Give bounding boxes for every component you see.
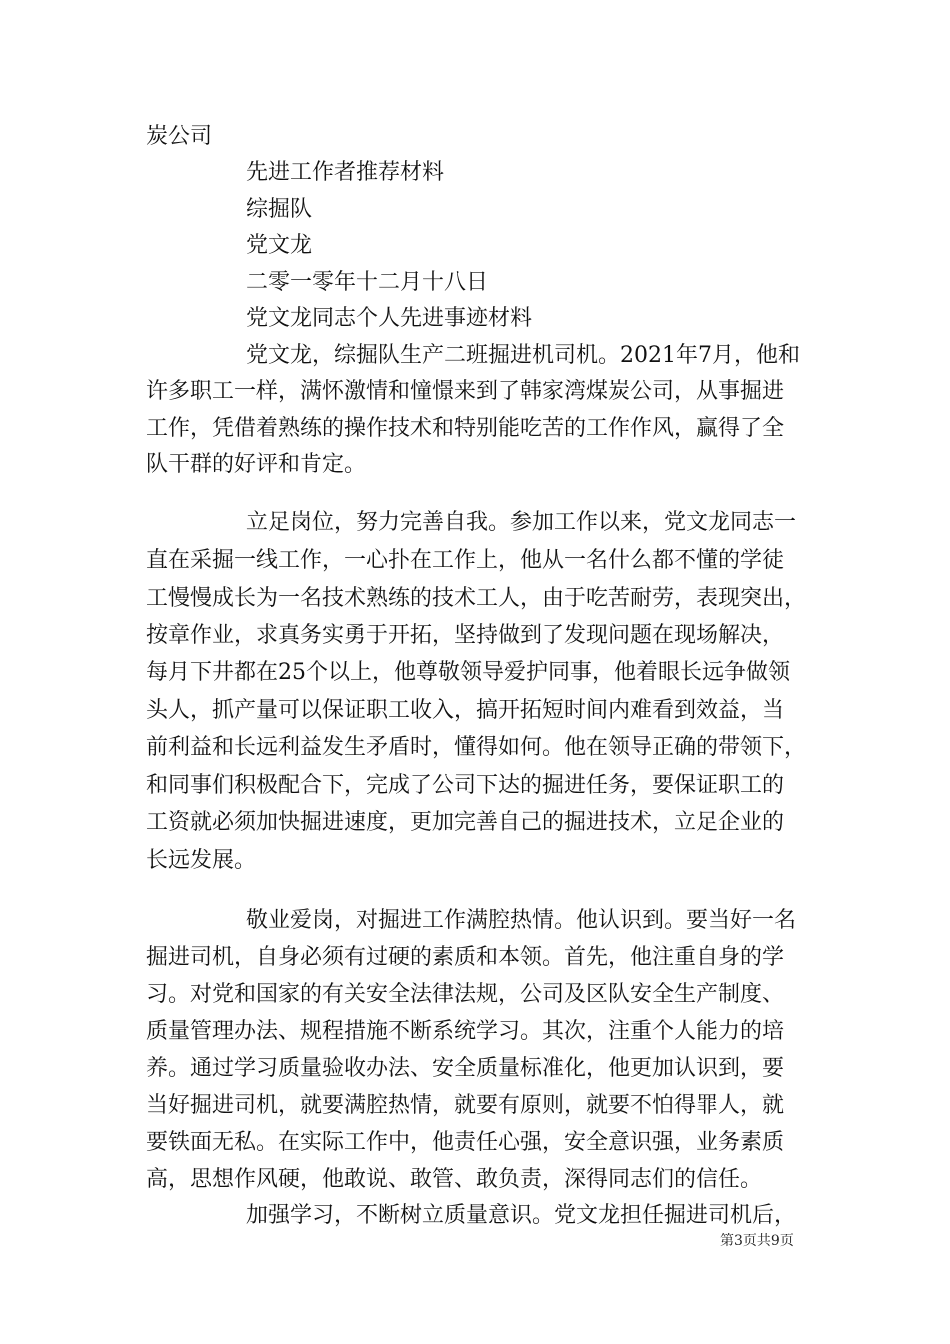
paragraph-2-line-3: 工慢慢成长为一名技术熟练的技术工人，由于吃苦耐劳，表现突出，	[146, 586, 807, 611]
paragraph-3-line-3: 习。对党和国家的有关安全法律法规，公司及区队安全生产制度、	[146, 982, 785, 1007]
paragraph-1-line-4: 队干群的好评和肯定。	[146, 452, 367, 477]
paragraph-2-line-5: 每月下井都在25个以上，他尊敬领导爱护同事，他着眼长远争做领	[146, 660, 790, 685]
paragraph-2-line-7: 前利益和长远利益发生矛盾时，懂得如何。他在领导正确的带领下，	[146, 735, 807, 760]
header-line-company: 炭公司	[146, 124, 213, 149]
header-line-title: 先进工作者推荐材料	[246, 160, 445, 185]
paragraph-2-line-1: 立足岗位，努力完善自我。参加工作以来，党文龙同志一	[246, 510, 797, 535]
paragraph-1-line-2: 许多职工一样，满怀激情和憧憬来到了韩家湾煤炭公司，从事掘进	[146, 379, 785, 404]
page-number-footer: 第3页共9页	[720, 1233, 794, 1249]
paragraph-3-line-4: 质量管理办法、规程措施不断系统学习。其次，注重个人能力的培	[146, 1019, 785, 1044]
paragraph-4-line-1: 加强学习，不断树立质量意识。党文龙担任掘进司机后，	[246, 1203, 797, 1228]
header-line-date: 二零一零年十二月十八日	[246, 270, 489, 295]
paragraph-1-line-3: 工作，凭借着熟练的操作技术和特别能吃苦的工作作风，赢得了全	[146, 416, 785, 441]
paragraph-3-line-7: 要铁面无私。在实际工作中，他责任心强，安全意识强，业务素质	[146, 1130, 785, 1155]
paragraph-2-line-8: 和同事们积极配合下，完成了公司下达的掘进任务，要保证职工的	[146, 773, 785, 798]
paragraph-3-line-2: 掘进司机，自身必须有过硬的素质和本领。首先，他注重自身的学	[146, 945, 785, 970]
header-line-team: 综掘队	[246, 197, 313, 222]
header-line-heading: 党文龙同志个人先进事迹材料	[246, 306, 533, 331]
paragraph-2-line-2: 直在采掘一线工作，一心扑在工作上，他从一名什么都不懂的学徒	[146, 548, 785, 573]
paragraph-2-line-6: 头人，抓产量可以保证职工收入，搞开拓短时间内难看到效益，当	[146, 698, 785, 723]
paragraph-3-line-8: 高，思想作风硬，他敢说、敢管、敢负责，深得同志们的信任。	[146, 1167, 763, 1192]
paragraph-1-line-1: 党文龙，综掘队生产二班掘进机司机。2021年7月，他和	[246, 343, 800, 368]
paragraph-3-line-6: 当好掘进司机，就要满腔热情，就要有原则，就要不怕得罪人，就	[146, 1093, 785, 1118]
paragraph-2-line-9: 工资就必须加快掘进速度，更加完善自己的掘进技术，立足企业的	[146, 810, 785, 835]
paragraph-3-line-5: 养。通过学习质量验收办法、安全质量标准化，他更加认识到，要	[146, 1056, 785, 1081]
paragraph-2-line-10: 长远发展。	[146, 848, 257, 873]
header-line-name: 党文龙	[246, 233, 313, 258]
paragraph-3-line-1: 敬业爱岗，对掘进工作满腔热情。他认识到。要当好一名	[246, 908, 797, 933]
paragraph-2-line-4: 按章作业，求真务实勇于开拓，坚持做到了发现问题在现场解决，	[146, 623, 785, 648]
